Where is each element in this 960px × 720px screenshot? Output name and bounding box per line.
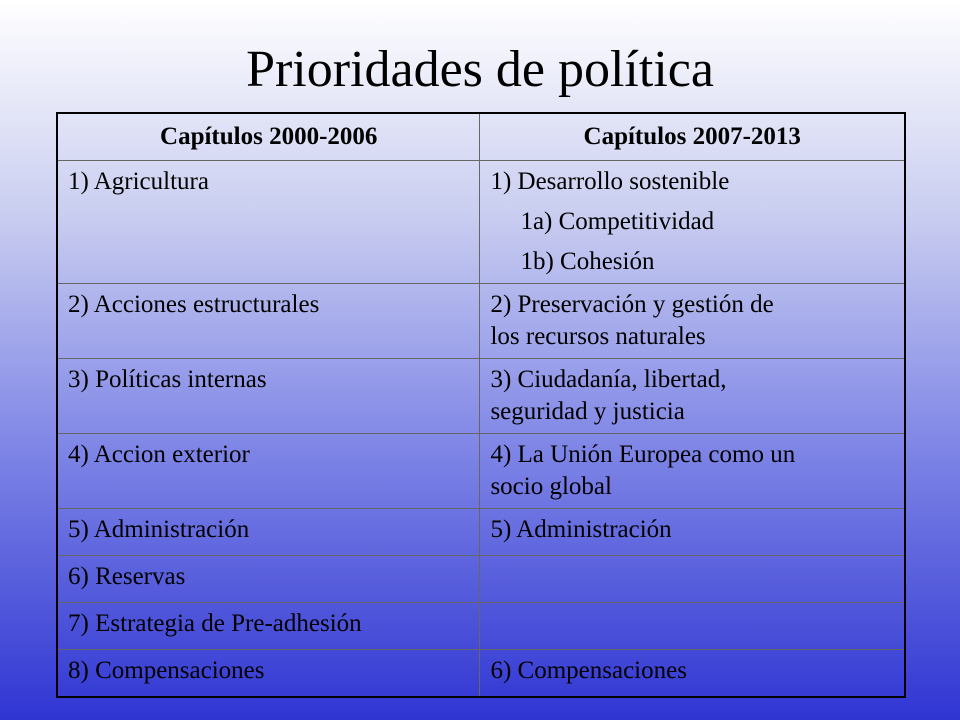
page-title: Prioridades de política [246,41,714,98]
cell-line: 3) Ciudadanía, libertad, [490,366,727,393]
cell-right [480,434,905,509]
table-row [57,284,905,359]
cell-left: 8) Compensaciones [57,650,480,698]
cell-line: 1) Desarrollo sostenible [490,168,730,195]
table-row [57,650,905,698]
cell-left: 3) Políticas internas [57,359,480,434]
cell-right [480,284,905,359]
cell-line: 6) Compensaciones [490,657,687,684]
cell-left: 1) Agricultura [57,161,480,284]
table-row [57,434,905,509]
cell-line: los recursos naturales [490,323,706,350]
table-row [57,603,905,650]
cell-right [480,650,905,698]
cell-subitem: 1b) Cohesión [520,248,655,275]
cell-left: 2) Acciones estructurales [57,284,480,359]
table-row [57,359,905,434]
cell-right [480,359,905,434]
priorities-table [56,112,906,698]
cell-line: seguridad y justicia [490,398,685,425]
table-row [57,161,905,284]
cell-right [480,161,905,284]
cell-line: 5) Administración [490,516,672,543]
cell-subitem: 1a) Competitividad [520,208,715,235]
cell-line: socio global [490,473,612,500]
cell-right-empty [480,603,905,650]
cell-left: 6) Reservas [57,556,480,603]
cell-right-empty [480,556,905,603]
table-row [57,556,905,603]
header-2007-2013: Capítulos 2007-2013 [480,113,905,161]
cell-left: 7) Estrategia de Pre-adhesión [57,603,480,650]
header-2000-2006: Capítulos 2000-2006 [57,113,480,161]
table-header-row [57,113,905,161]
cell-right [480,509,905,556]
cell-left: 4) Accion exterior [57,434,480,509]
cell-left: 5) Administración [57,509,480,556]
table-row [57,509,905,556]
cell-line: 2) Preservación y gestión de [490,291,774,318]
cell-line: 4) La Unión Europea como un [490,441,796,468]
